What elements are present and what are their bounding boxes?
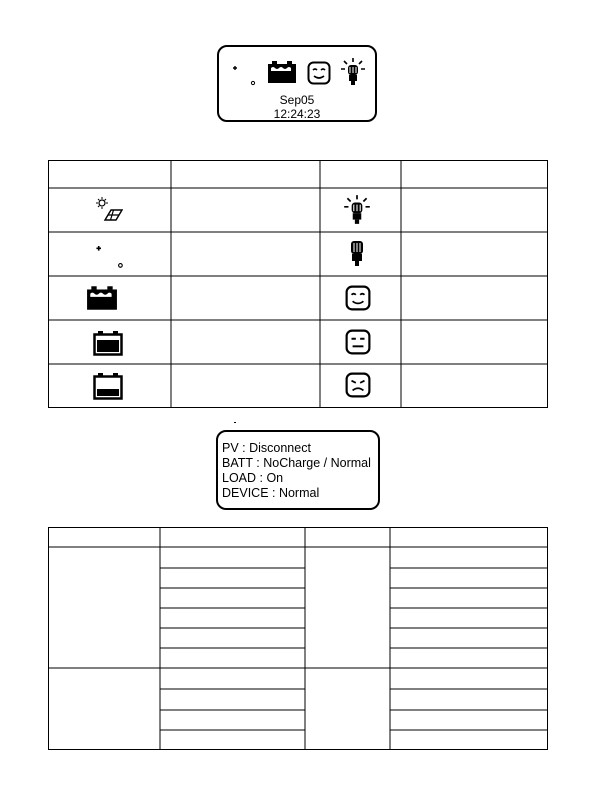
- bulb-on-icon: [342, 194, 372, 226]
- lcd-batt-status: BATT : NoCharge / Normal: [222, 456, 371, 470]
- battery-full-icon: [86, 284, 118, 312]
- solar-panel-sun-icon: [95, 196, 123, 224]
- bulb-off-icon: [346, 238, 368, 268]
- lcd-display-status: [216, 430, 380, 510]
- lcd-icon-row: [229, 55, 369, 89]
- bulb-on-icon: [339, 57, 367, 87]
- battery-half-icon: [93, 330, 123, 356]
- smiley-happy-icon: [345, 285, 371, 311]
- stray-mark: [234, 422, 236, 423]
- smiley-happy-icon: [307, 61, 331, 85]
- battery-full-icon: [267, 59, 297, 85]
- icon-legend-table: [48, 160, 548, 408]
- lcd-device-status: DEVICE : Normal: [222, 486, 320, 500]
- status-table: [48, 527, 548, 750]
- night-moon-icon: [92, 238, 126, 270]
- lcd-load-status: LOAD : On: [222, 471, 284, 485]
- lcd-date: Sep05: [279, 93, 315, 107]
- lcd-pv-status: PV : Disconnect: [222, 441, 311, 455]
- smiley-neutral-icon: [345, 329, 371, 355]
- lcd-time: 12:24:23: [273, 107, 321, 121]
- lcd-display-main: [217, 45, 377, 122]
- smiley-sad-icon: [345, 372, 371, 398]
- battery-low-icon: [93, 372, 123, 400]
- night-moon-icon: [229, 59, 257, 87]
